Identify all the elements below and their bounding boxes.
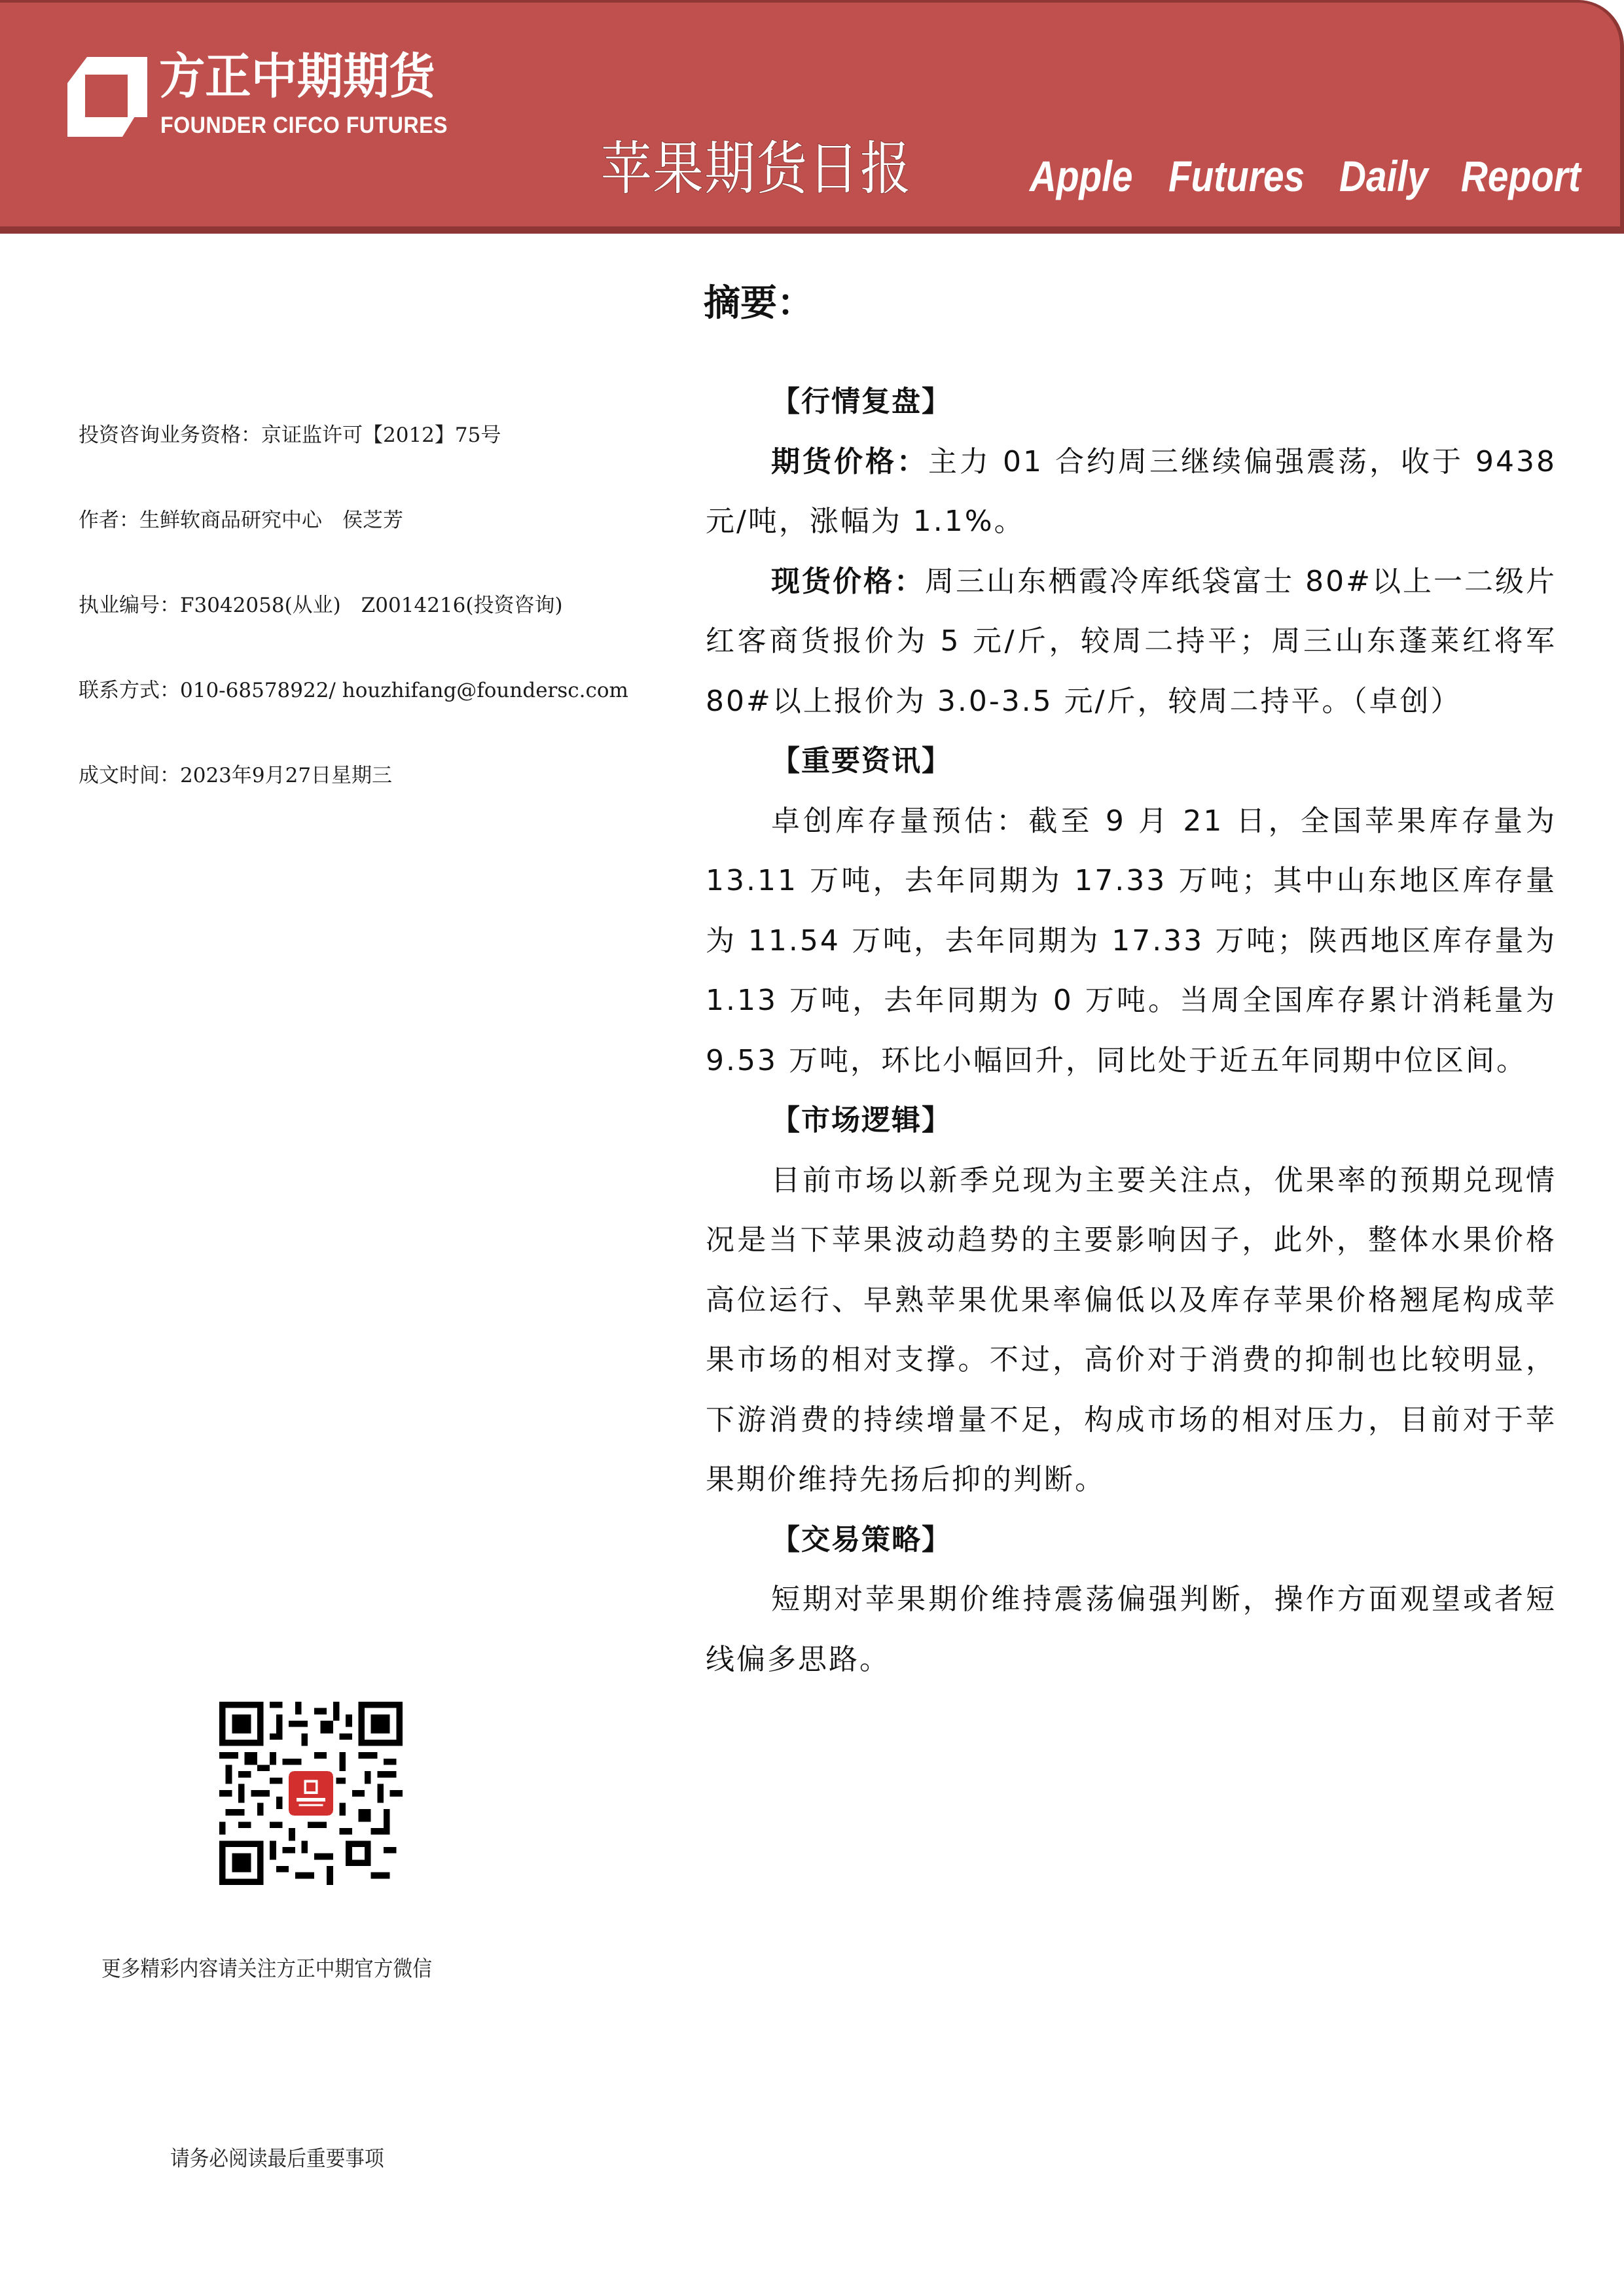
summary-title: 摘要： — [704, 281, 814, 325]
meta-value: F3042058(从业) Z0014216(投资咨询) — [180, 594, 563, 617]
report-metadata — [79, 419, 668, 844]
disclaimer-note: 请务必阅读最后重要事项 — [170, 2145, 384, 2171]
meta-value: 生鲜软商品研究中心 侯芝芳 — [139, 509, 403, 532]
paragraph-text: 周三山东栖霞冷库纸袋富士 80#以上一二级片红客商货报价为 5 元/斤，较周二持平；周三山东蓬莱红将军 80#以上报价为 3.0-3.5 元/斤，较周二持平。（卓创） — [706, 564, 1557, 718]
company-name-en: FOUNDER CIFCO FUTURES — [160, 113, 448, 138]
section-heading-key-news: 【重要资讯】 — [771, 744, 952, 778]
meta-author — [79, 504, 668, 589]
meta-value[interactable]: 010-68578922/ houzhifang@foundersc.com — [180, 679, 628, 702]
report-title-en — [1021, 154, 1591, 198]
report-title-cn: 苹果期货日报 — [601, 135, 912, 202]
paragraph-text: 短期对苹果期价维持震荡偏强判断，操作方面观望或者短线偏多思路。 — [706, 1583, 1557, 1676]
title-en-word: Daily — [1339, 152, 1428, 200]
section-heading-trading-strategy: 【交易策略】 — [771, 1522, 952, 1556]
paragraph-spot-price — [706, 552, 1557, 732]
meta-license-number — [79, 589, 668, 674]
wechat-qr-code-icon — [219, 1702, 403, 1885]
company-name-cn: 方正中期期货 — [159, 48, 435, 105]
meta-label: 执业编号： — [79, 594, 180, 617]
paragraph-label: 期货价格： — [771, 444, 929, 478]
paragraph-market-logic — [706, 1151, 1557, 1510]
title-en-word: Apple — [1029, 152, 1133, 200]
meta-label: 成文时间： — [79, 764, 180, 787]
meta-label: 作者： — [79, 509, 139, 532]
meta-label: 联系方式： — [79, 679, 180, 702]
paragraph-text: 目前市场以新季兑现为主要关注点，优果率的预期兑现情况是当下苹果波动趋势的主要影响因子，此外，整体水果价格高位运行、早熟苹果优果率偏低以及库存苹果价格翘尾构成苹果市场的相对支撑。不过，高价对于消费的抑制也比较明显，下游消费的持续增量不足，构成市场的相对压力，目前对于苹果期价维持先扬后抑的判断。 — [706, 1163, 1557, 1496]
report-header-banner — [0, 0, 1624, 234]
paragraph-futures-price — [706, 432, 1557, 552]
founder-logo-icon — [67, 57, 147, 137]
paragraph-text: 主力 01 合约周三继续偏强震荡，收于 9438 元/吨，涨幅为 1.1%。 — [706, 444, 1557, 538]
meta-qualification — [79, 419, 668, 504]
paragraph-label: 现货价格： — [771, 564, 926, 598]
meta-date — [79, 759, 668, 844]
title-en-word: Report — [1461, 152, 1581, 200]
meta-label: 投资咨询业务资格： — [79, 423, 261, 447]
meta-value: 京证监许可【2012】75号 — [261, 423, 501, 447]
paragraph-inventory — [706, 791, 1557, 1091]
summary-body — [706, 372, 1557, 1689]
meta-value: 2023年9月27日星期三 — [180, 764, 393, 787]
wechat-follow-note: 更多精彩内容请关注方正中期官方微信 — [101, 1956, 432, 1981]
paragraph-text: 卓创库存量预估：截至 9 月 21 日，全国苹果库存量为 13.11 万吨，去年同期为 17.33 万吨；其中山东地区库存量为 11.54 万吨，去年同期为 17.33 万吨；陕西地区库存量为 1.13 万吨，去年同期为 0 万吨。当周全国库存累计消耗量为 9.53 万吨，环比小幅回升，同比处于近五年同期中位区间。 — [706, 804, 1557, 1077]
section-heading-market-logic: 【市场逻辑】 — [771, 1103, 952, 1137]
paragraph-strategy — [706, 1570, 1557, 1689]
section-heading-market-review: 【行情复盘】 — [771, 385, 952, 418]
meta-contact — [79, 674, 668, 759]
title-en-word: Futures — [1168, 152, 1305, 200]
